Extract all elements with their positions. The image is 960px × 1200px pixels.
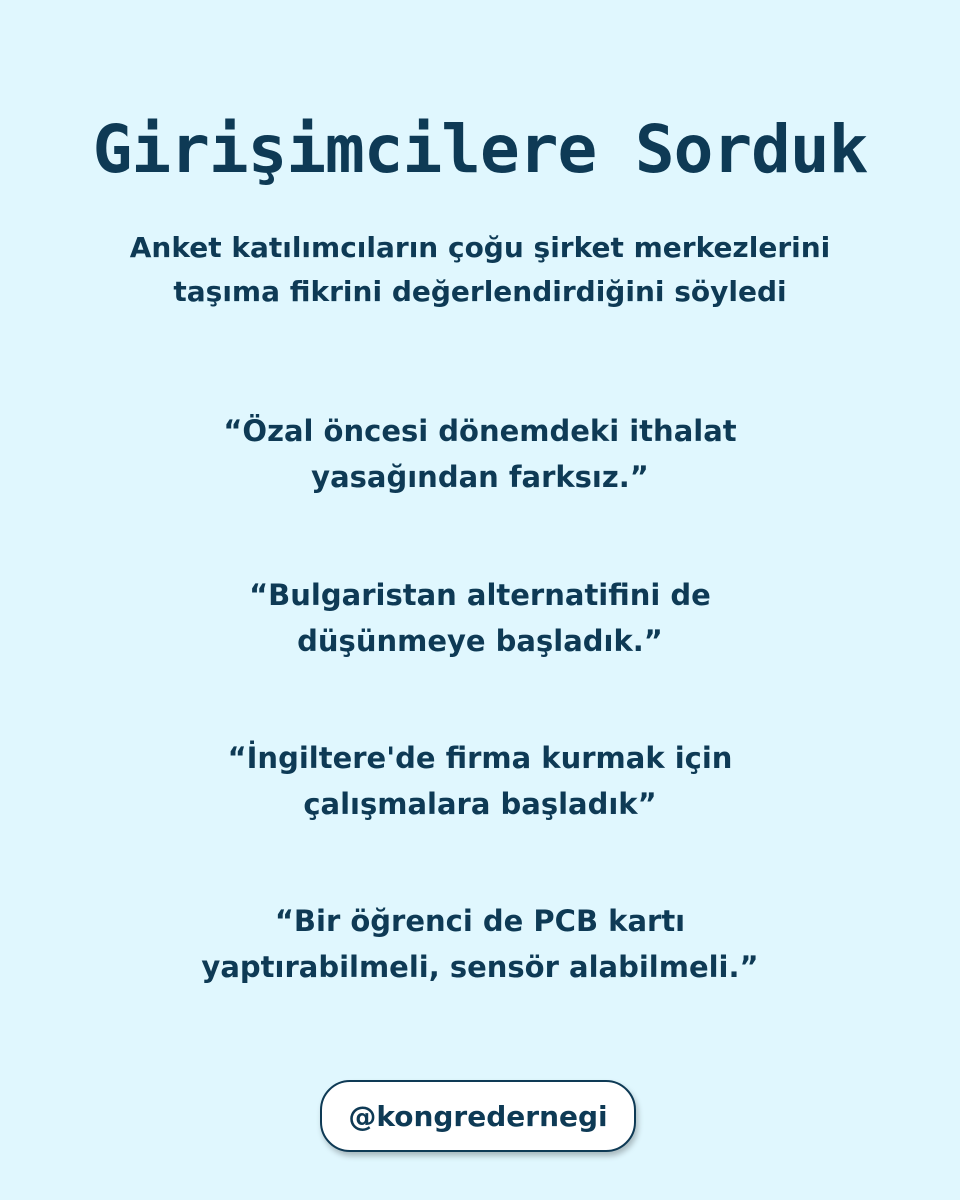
subtitle-line: Anket katılımcıların çoğu şirket merkezlerini: [129, 231, 831, 264]
quote-item: [80, 572, 880, 664]
quote-line: çalışmalara başladık”: [303, 787, 657, 821]
quote-line: “Bulgaristan alternatifini de: [249, 578, 711, 612]
quote-line: düşünmeye başladık.”: [297, 624, 663, 658]
social-handle-button[interactable]: @kongredernegi: [320, 1080, 636, 1152]
quote-line: “İngiltere'de firma kurmak için: [227, 741, 733, 775]
quote-line: “Bir öğrenci de PCB kartı: [274, 904, 686, 938]
subtitle-line: taşıma fikrini değerlendirdiğini söyledi: [173, 275, 787, 308]
quote-item: [80, 735, 880, 827]
quote-line: yasağından farksız.”: [311, 460, 649, 494]
quote-item: [80, 408, 880, 500]
subtitle: [60, 226, 900, 314]
page-title: Girişimcilere Sorduk: [92, 111, 868, 188]
quote-line: “Özal öncesi dönemdeki ithalat: [223, 414, 737, 448]
quote-item: [80, 898, 880, 990]
quote-line: yaptırabilmeli, sensör alabilmeli.”: [201, 950, 759, 984]
